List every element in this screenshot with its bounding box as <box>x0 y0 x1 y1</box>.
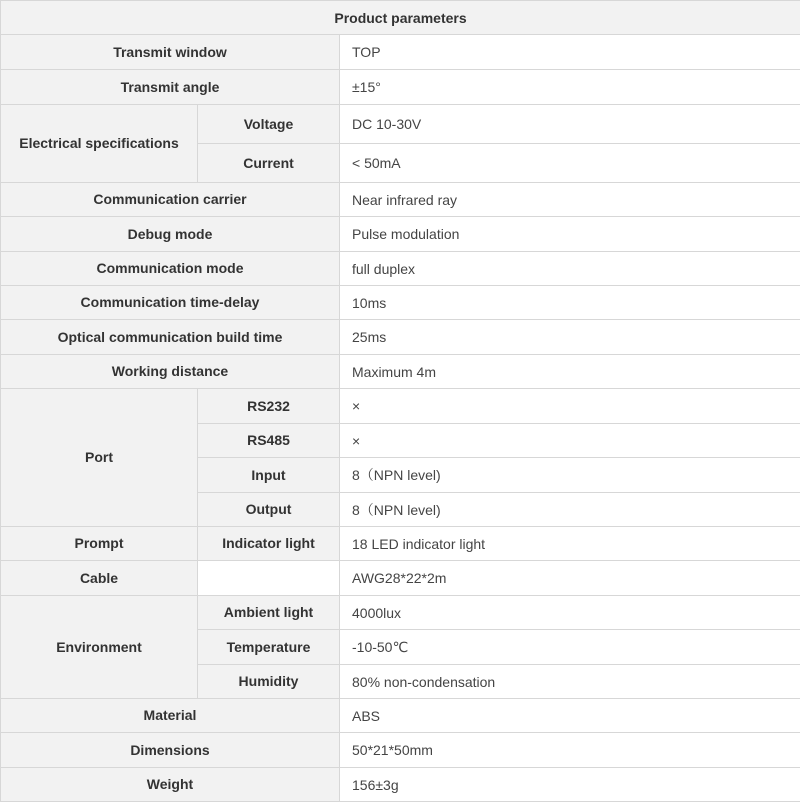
debug-mode-label: Debug mode <box>1 217 340 252</box>
electrical-specifications-label: Electrical specifications <box>1 105 198 183</box>
rs485-label: RS485 <box>198 424 340 458</box>
ambient-light-label: Ambient light <box>198 596 340 630</box>
table-row <box>1 527 800 561</box>
indicator-light-value: 18 LED indicator light <box>340 527 800 561</box>
weight-value: 156±3g <box>340 768 800 802</box>
voltage-label: Voltage <box>198 105 340 144</box>
dimensions-label: Dimensions <box>1 733 340 768</box>
communication-mode-value: full duplex <box>340 252 800 286</box>
dimensions-value: 50*21*50mm <box>340 733 800 768</box>
table-row <box>1 355 800 389</box>
cable-empty-cell <box>198 561 340 596</box>
table-row <box>1 217 800 252</box>
table-row <box>1 733 800 768</box>
table-row <box>1 183 800 217</box>
table-row <box>1 389 800 424</box>
output-label: Output <box>198 493 340 527</box>
voltage-value: DC 10-30V <box>340 105 800 144</box>
table-row <box>1 105 800 144</box>
table-row <box>1 596 800 630</box>
weight-label: Weight <box>1 768 340 802</box>
input-label: Input <box>198 458 340 493</box>
transmit-angle-value: ±15° <box>340 70 800 105</box>
environment-label: Environment <box>1 596 198 699</box>
current-value: < 50mA <box>340 144 800 183</box>
communication-carrier-label: Communication carrier <box>1 183 340 217</box>
communication-time-delay-value: 10ms <box>340 286 800 320</box>
humidity-label: Humidity <box>198 665 340 699</box>
optical-build-time-label: Optical communication build time <box>1 320 340 355</box>
input-value: 8（NPN level) <box>340 458 800 493</box>
ambient-light-value: 4000lux <box>340 596 800 630</box>
output-value: 8（NPN level) <box>340 493 800 527</box>
indicator-light-label: Indicator light <box>198 527 340 561</box>
transmit-window-value: TOP <box>340 35 800 70</box>
rs232-value: × <box>340 389 800 424</box>
communication-time-delay-label: Communication time-delay <box>1 286 340 320</box>
material-label: Material <box>1 699 340 733</box>
port-label: Port <box>1 389 198 527</box>
prompt-label: Prompt <box>1 527 198 561</box>
temperature-label: Temperature <box>198 630 340 665</box>
table-row <box>1 35 800 70</box>
table-title: Product parameters <box>1 1 800 35</box>
table-header-row <box>1 1 800 35</box>
table-row <box>1 252 800 286</box>
rs232-label: RS232 <box>198 389 340 424</box>
temperature-value: -10-50℃ <box>340 630 800 665</box>
table-row <box>1 768 800 802</box>
table-row <box>1 561 800 596</box>
cable-label: Cable <box>1 561 198 596</box>
humidity-value: 80% non-condensation <box>340 665 800 699</box>
material-value: ABS <box>340 699 800 733</box>
table-row <box>1 699 800 733</box>
communication-carrier-value: Near infrared ray <box>340 183 800 217</box>
cable-value: AWG28*22*2m <box>340 561 800 596</box>
table-row <box>1 70 800 105</box>
debug-mode-value: Pulse modulation <box>340 217 800 252</box>
rs485-value: × <box>340 424 800 458</box>
current-label: Current <box>198 144 340 183</box>
transmit-window-label: Transmit window <box>1 35 340 70</box>
working-distance-label: Working distance <box>1 355 340 389</box>
optical-build-time-value: 25ms <box>340 320 800 355</box>
table-row <box>1 320 800 355</box>
table-row <box>1 286 800 320</box>
working-distance-value: Maximum 4m <box>340 355 800 389</box>
communication-mode-label: Communication mode <box>1 252 340 286</box>
transmit-angle-label: Transmit angle <box>1 70 340 105</box>
